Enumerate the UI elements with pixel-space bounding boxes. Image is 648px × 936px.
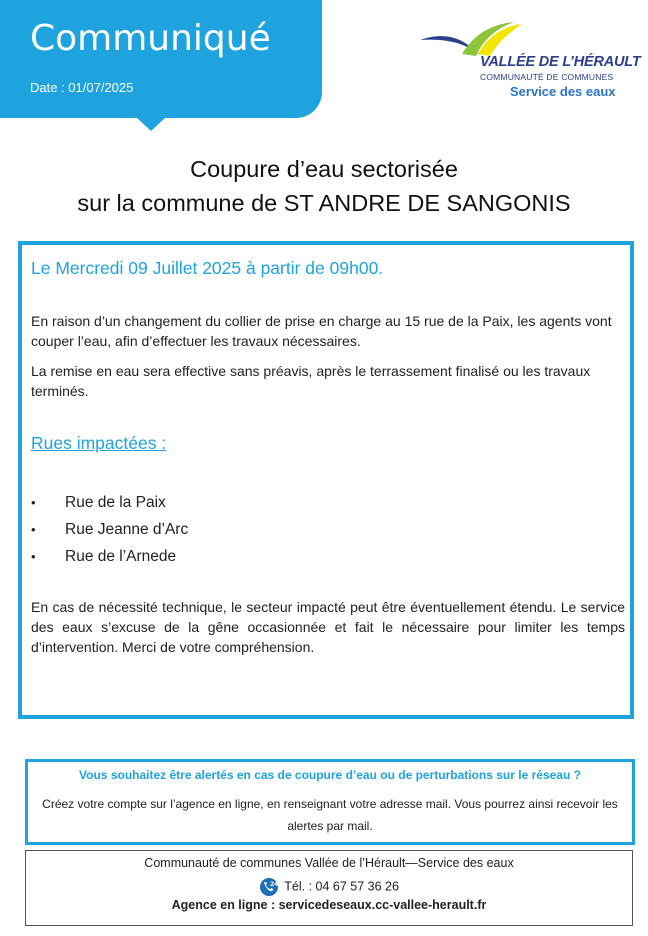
- bullet: •: [31, 522, 36, 537]
- bullet: •: [31, 495, 36, 510]
- communique-date: Date : 01/07/2025: [30, 80, 134, 95]
- cc-vallee-herault-logo: [418, 14, 641, 104]
- alert-box: [25, 759, 635, 845]
- document-title-line2: sur la commune de ST ANDRE DE SANGONIS: [77, 190, 571, 216]
- footer-organisation: Communauté de communes Vallée de l’Hérault—Service des eaux: [144, 856, 514, 870]
- notice-paragraph-3: En cas de nécessité technique, le secteur impacté peut être éventuellement étendu. Le service des eaux s’excuse de la gêne occasionnée et fait le nécessaire pour limiter les temps d’intervention. Merci de votre compréhension.: [31, 599, 625, 655]
- bullet: •: [31, 549, 36, 564]
- phone-24h-label: 24: [270, 881, 279, 888]
- logo-name: VALLÉE DE L’HÉRAULT: [480, 54, 641, 70]
- streets-title: Rues impactées :: [31, 433, 167, 453]
- footer-agency-link[interactable]: Agence en ligne : servicedeseaux.cc-vallee-herault.fr: [171, 898, 487, 912]
- footer-phone: Tél. : 04 67 57 36 26: [284, 879, 399, 894]
- alert-text: Créez votre compte sur l’agence en ligne, en renseignant votre adresse mail. Vous pourrez ainsi recevoir les alertes par mail.: [42, 797, 618, 833]
- notice-paragraph-1: En raison d’un changement du collier de prise en charge au 15 rue de la Paix, les agents vont couper l’eau, afin d’effectuer les travaux nécessaires.: [31, 313, 612, 349]
- phone-24h-icon: [259, 877, 279, 897]
- contact-footer: [25, 850, 633, 926]
- footer-phone-line: [26, 877, 632, 897]
- street-name: Rue de la Paix: [65, 494, 166, 511]
- banner-pointer: [136, 117, 166, 131]
- banner-title: Communiqué: [30, 18, 271, 59]
- document-title-line1: Coupure d’eau sectorisée: [190, 156, 458, 182]
- document-title: [0, 152, 648, 220]
- alert-question: Vous souhaitez être alertés en cas de coupure d’eau ou de perturbations sur le réseau ?: [79, 768, 581, 782]
- header-banner: [0, 0, 322, 118]
- street-name: Rue de l’Arnede: [65, 548, 177, 565]
- street-name: Rue Jeanne d’Arc: [65, 521, 189, 538]
- notice-box: [18, 241, 634, 719]
- notice-paragraph-2: La remise en eau sera effective sans préavis, après le terrassement finalisé ou les travaux terminés.: [31, 363, 591, 399]
- notice-headline: Le Mercredi 09 Juillet 2025 à partir de 09h00.: [31, 258, 384, 278]
- logo-service: Service des eaux: [510, 84, 616, 99]
- logo-subtitle: COMMUNAUTÉ DE COMMUNES: [480, 72, 614, 82]
